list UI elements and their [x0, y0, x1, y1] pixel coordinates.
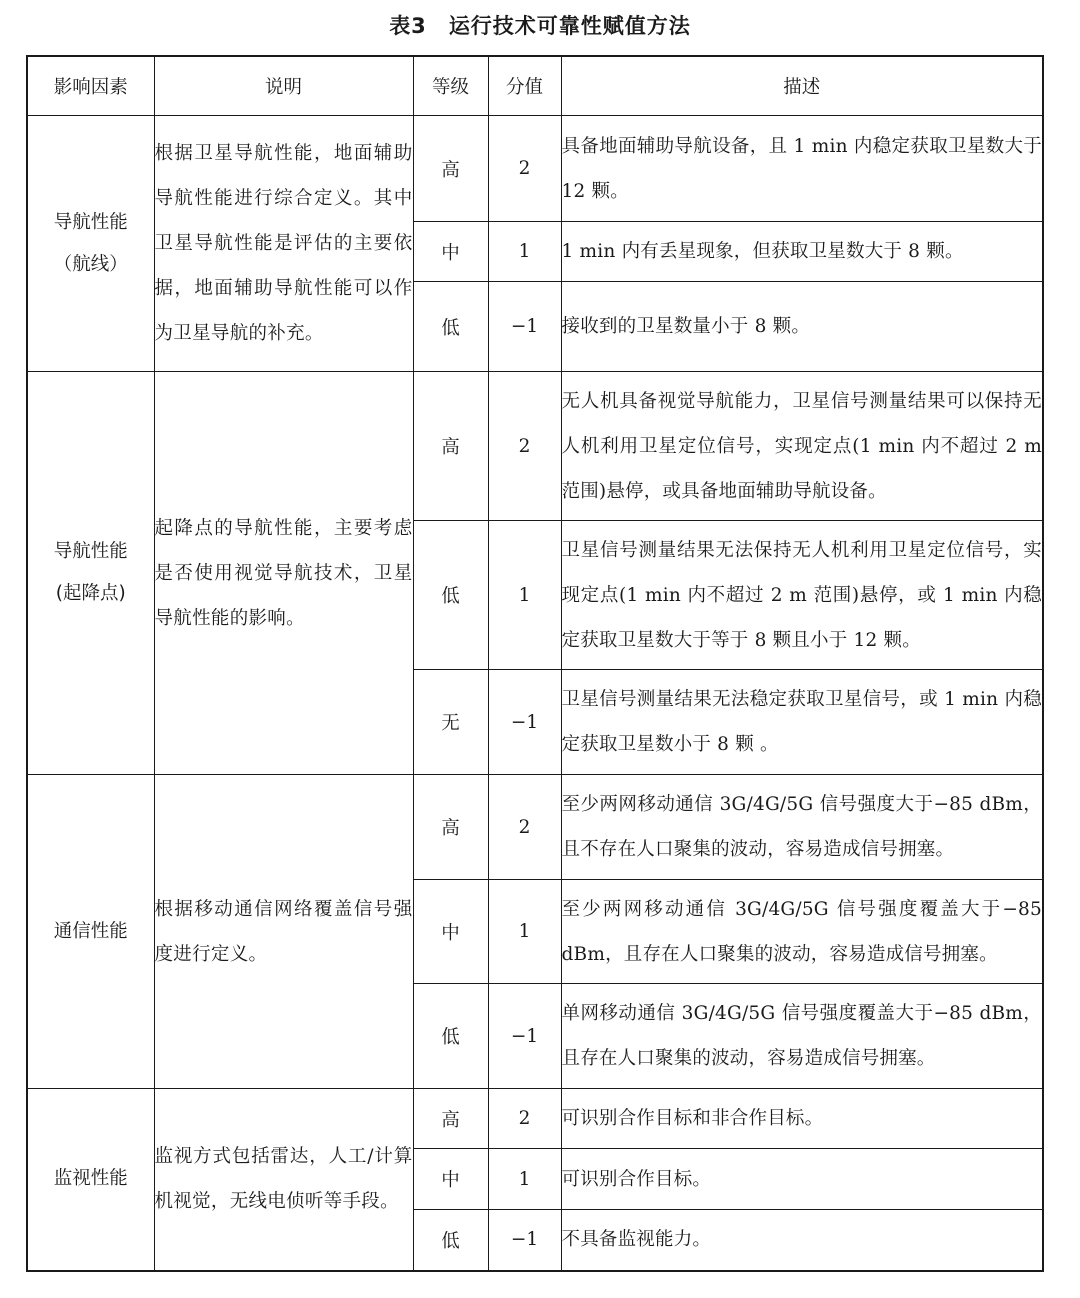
- table-title: 运行技术可靠性赋值方法: [448, 14, 691, 38]
- factor-cell: 监视性能: [27, 1089, 154, 1271]
- score-cell: 1: [488, 880, 561, 984]
- description-cell: 可识别合作目标。: [561, 1149, 1043, 1210]
- level-cell: 低: [413, 282, 488, 372]
- description-cell: 至少两网移动通信 3G/4G/5G 信号强度大于−85 dBm，且不存在人口聚集的波动，容易造成信号拥塞。: [561, 775, 1043, 880]
- table-row: [27, 372, 1043, 521]
- explanation-cell: 根据卫星导航性能，地面辅助导航性能进行综合定义。其中卫星导航性能是评估的主要依据，地面辅助导航性能可以作为卫星导航的补充。: [154, 116, 413, 372]
- explanation-cell: 根据移动通信网络覆盖信号强度进行定义。: [154, 775, 413, 1089]
- factor-cell: [27, 116, 154, 372]
- factor-line-2: (起降点): [55, 583, 126, 604]
- table-number: 表3: [389, 14, 427, 38]
- level-cell: 高: [413, 775, 488, 880]
- explanation-cell: 起降点的导航性能，主要考虑是否使用视觉导航技术，卫星导航性能的影响。: [154, 372, 413, 775]
- factor-line-1: 导航性能: [53, 541, 128, 562]
- level-cell: 高: [413, 116, 488, 222]
- score-cell: 2: [488, 1089, 561, 1149]
- description-cell: 无人机具备视觉导航能力，卫星信号测量结果可以保持无人机利用卫星定位信号，实现定点(1 min 内不超过 2 m 范围)悬停，或具备地面辅助导航设备。: [561, 372, 1043, 521]
- level-cell: 高: [413, 372, 488, 521]
- score-cell: 2: [488, 116, 561, 222]
- score-cell: −1: [488, 282, 561, 372]
- description-cell: 具备地面辅助导航设备，且 1 min 内稳定获取卫星数大于 12 颗。: [561, 116, 1043, 222]
- description-cell: 不具备监视能力。: [561, 1210, 1043, 1271]
- factor-line-1: 导航性能: [53, 211, 128, 233]
- score-cell: 2: [488, 372, 561, 521]
- table-row: [27, 116, 1043, 222]
- header-factor: 影响因素: [27, 56, 154, 116]
- header-score: 分值: [488, 56, 561, 116]
- factor-cell: 通信性能: [27, 775, 154, 1089]
- score-cell: −1: [488, 670, 561, 775]
- description-cell: 卫星信号测量结果无法保持无人机利用卫星定位信号，实现定点(1 min 内不超过 2 m 范围)悬停，或 1 min 内稳定获取卫星数大于等于 8 颗且小于 12 颗。: [561, 521, 1043, 670]
- table-caption: [0, 8, 1080, 44]
- description-cell: 1 min 内有丢星现象，但获取卫星数大于 8 颗。: [561, 222, 1043, 282]
- level-cell: 高: [413, 1089, 488, 1149]
- header-row: [27, 56, 1043, 116]
- score-cell: 1: [488, 222, 561, 282]
- score-cell: 1: [488, 1149, 561, 1210]
- score-cell: 1: [488, 521, 561, 670]
- description-cell: 卫星信号测量结果无法稳定获取卫星信号，或 1 min 内稳定获取卫星数小于 8 颗 。: [561, 670, 1043, 775]
- table-row: [27, 775, 1043, 880]
- level-cell: 低: [413, 521, 488, 670]
- level-cell: 低: [413, 1210, 488, 1271]
- description-cell: 至少两网移动通信 3G/4G/5G 信号强度覆盖大于−85 dBm，且存在人口聚集的波动，容易造成信号拥塞。: [561, 880, 1043, 984]
- reliability-table: [26, 55, 1044, 1272]
- score-cell: −1: [488, 1210, 561, 1271]
- header-level: 等级: [413, 56, 488, 116]
- header-description: 描述: [561, 56, 1043, 116]
- score-cell: −1: [488, 984, 561, 1089]
- factor-line-2: （航线）: [53, 253, 128, 275]
- level-cell: 中: [413, 222, 488, 282]
- level-cell: 中: [413, 1149, 488, 1210]
- description-cell: 单网移动通信 3G/4G/5G 信号强度覆盖大于−85 dBm，且存在人口聚集的波动，容易造成信号拥塞。: [561, 984, 1043, 1089]
- level-cell: 低: [413, 984, 488, 1089]
- level-cell: 无: [413, 670, 488, 775]
- factor-cell: [27, 372, 154, 775]
- description-cell: 接收到的卫星数量小于 8 颗。: [561, 282, 1043, 372]
- table-row: [27, 1089, 1043, 1149]
- description-cell: 可识别合作目标和非合作目标。: [561, 1089, 1043, 1149]
- explanation-cell: 监视方式包括雷达，人工/计算机视觉，无线电侦听等手段。: [154, 1089, 413, 1271]
- level-cell: 中: [413, 880, 488, 984]
- score-cell: 2: [488, 775, 561, 880]
- header-explanation: 说明: [154, 56, 413, 116]
